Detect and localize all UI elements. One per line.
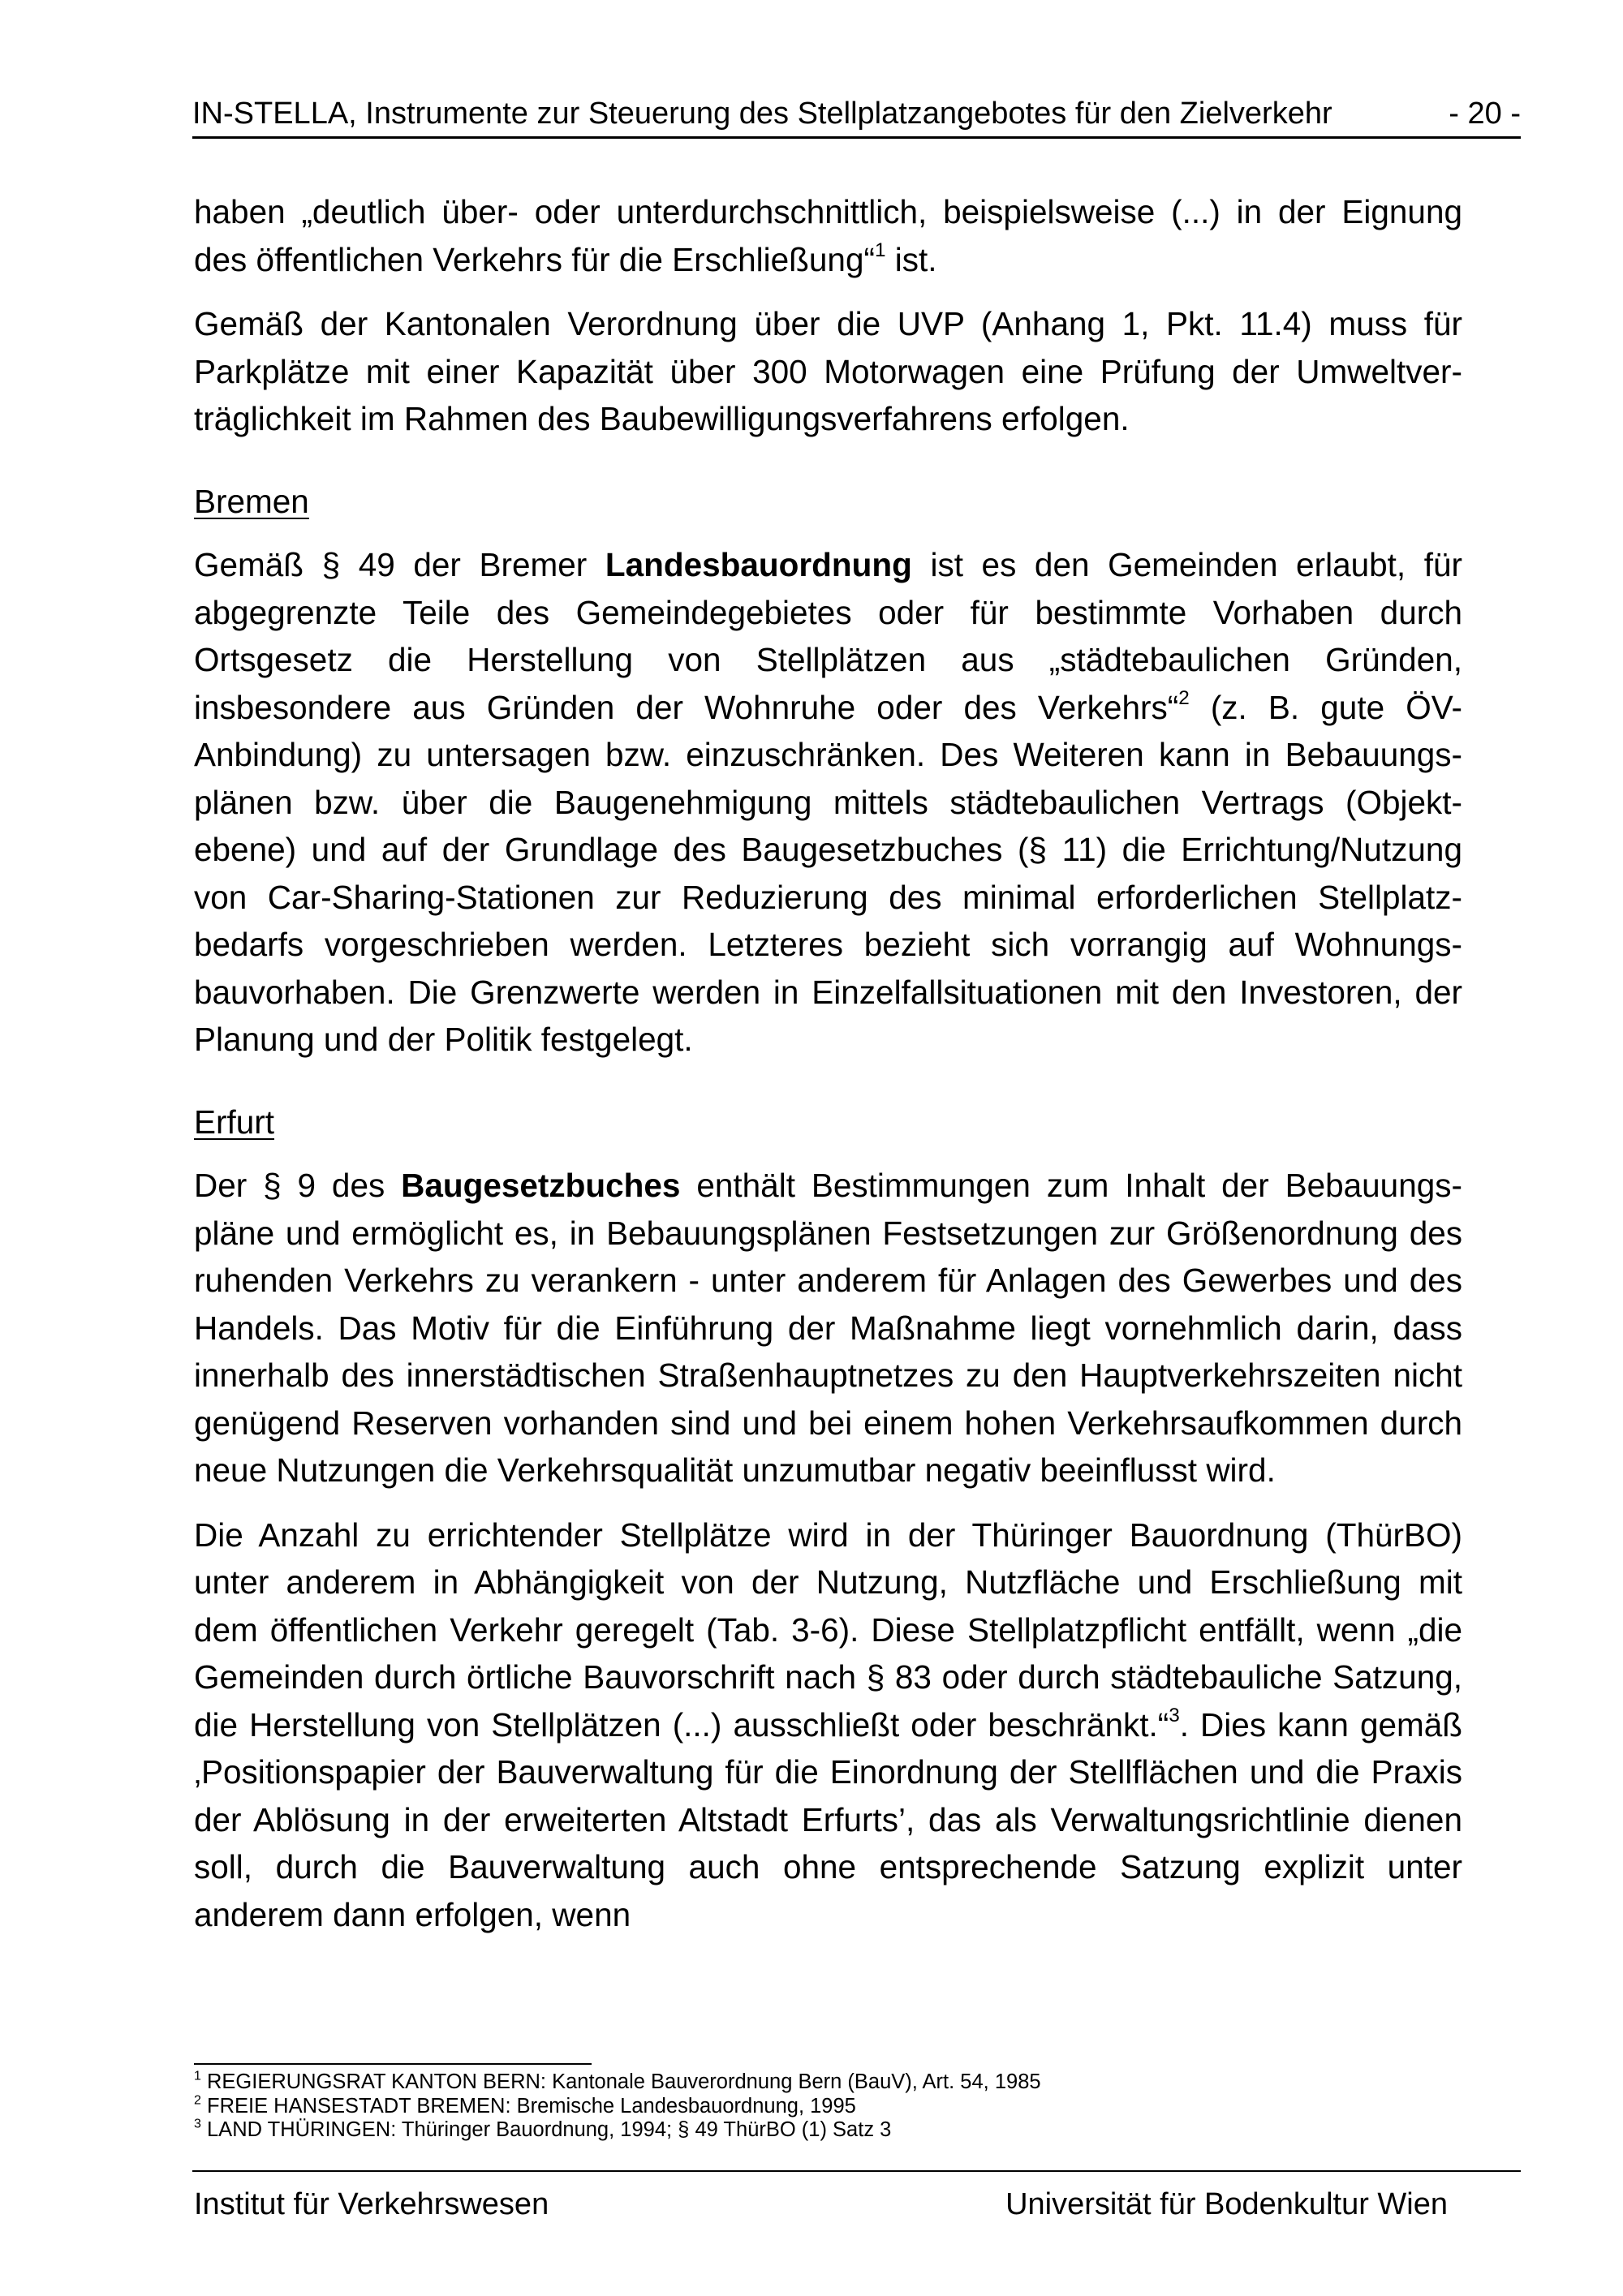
text-line: Die Anzahl zu errichtender Stellplätze wird in der Thüringer Bauordnung (ThürBO) xyxy=(194,1516,1462,1554)
text-line: anderem dann erfolgen, wenn xyxy=(194,1895,631,1933)
text-line: ruhenden Verkehrs zu verankern - unter anderem für Anlagen des Gewerbes und des xyxy=(194,1262,1462,1299)
text-line: neue Nutzungen die Verkehrsqualität unzumutbar negativ beeinflusst wird. xyxy=(194,1451,1276,1489)
text-line: des öffentlichen Verkehrs für die Erschließung“$^1$ ist. xyxy=(194,239,937,278)
bold-term: Landesbauordnung xyxy=(605,546,912,583)
text-line: ebene) und auf der Grundlage des Baugesetzbuches (§ 11) die Errichtung/Nutzung xyxy=(194,831,1462,868)
footnote-separator xyxy=(194,2063,592,2065)
footnotes xyxy=(194,2070,1330,2143)
text-line: von Car-Sharing-Stationen zur Reduzierung des minimal erforderlichen Stellplatz- xyxy=(194,878,1462,916)
paragraph xyxy=(194,1511,1462,1939)
page-header xyxy=(192,91,1521,139)
footnote-ref[interactable]: 3 xyxy=(1169,1704,1180,1726)
text-line: Gemeinden durch örtliche Bauvorschrift nach § 83 oder durch städtebauliche Satzung, xyxy=(194,1658,1462,1696)
footer-institute: Institut für Verkehrswesen xyxy=(194,2187,549,2221)
paragraph xyxy=(194,1162,1462,1494)
footer-university: Universität für Bodenkultur Wien xyxy=(1005,2187,1448,2221)
section-heading-erfurt: Erfurt xyxy=(194,1103,275,1141)
text-line: innerhalb des innerstädtischen Straßenhauptnetzes zu den Hauptverkehrszeiten nicht xyxy=(194,1357,1462,1394)
footnote-1: $^1$ REGIERUNGSRAT KANTON BERN: Kantonale Bauverordnung Bern (BauV), Art. 54, 1985 xyxy=(194,2069,1041,2093)
text-line: bedarfs vorgeschrieben werden. Letzteres bezieht sich vorrangig auf Wohnungs- xyxy=(194,926,1462,963)
text-line: abgegrenzte Teile des Gemeindegebietes oder für bestimmte Vorhaben durch xyxy=(194,593,1462,631)
text-line: haben „deutlich über- oder unterdurchschnittlich, beispielsweise (...) in der Eignung xyxy=(194,193,1462,230)
text-line: der Ablösung in der erweiterten Altstadt Erfurts’, das als Verwaltungsrichtlinie dienen xyxy=(194,1800,1462,1838)
text-line: Planung und der Politik festgelegt. xyxy=(194,1021,693,1058)
text-line: träglichkeit im Rahmen des Baubewilligungsverfahrens erfolgen. xyxy=(194,400,1130,437)
paragraph xyxy=(194,541,1462,1064)
page-body xyxy=(194,188,1462,1938)
paragraph xyxy=(194,300,1462,443)
text-line: plänen bzw. über die Baugenehmigung mittels städtebaulichen Vertrags (Objekt- xyxy=(194,783,1462,821)
footnote-ref[interactable]: 2 xyxy=(1178,686,1190,709)
page-footer xyxy=(192,2170,1521,2237)
footnote-3: $^3$ LAND THÜRINGEN: Thüringer Bauordnung, 1994; § 49 ThürBO (1) Satz 3 xyxy=(194,2117,892,2141)
text-line: Gemäß § 49 der Bremer Landesbauordnung ist es den Gemeinden erlaubt, für xyxy=(194,546,1463,583)
text-line: insbesondere aus Gründen der Wohnruhe oder des Verkehrs“$^2$ (z. B. gute ÖV- xyxy=(194,686,1462,726)
section-heading-bremen: Bremen xyxy=(194,482,309,520)
bold-term: Baugesetzbuches xyxy=(401,1167,681,1204)
footnote-ref[interactable]: 1 xyxy=(874,239,886,261)
text-line: unter anderem in Abhängigkeit von der Nutzung, Nutzfläche und Erschließung mit xyxy=(194,1563,1462,1601)
page-number: - 20 - xyxy=(1449,97,1521,131)
text-line: dem öffentlichen Verkehr geregelt (Tab. 3-6). Diese Stellplatzpflicht entfällt, wenn „die xyxy=(194,1610,1462,1649)
text-line: ‚Positionspapier der Bauverwaltung für die Einordnung der Stellflächen und die Praxis xyxy=(194,1753,1462,1791)
text-line: Parkplätze mit einer Kapazität über 300 Motorwagen eine Prüfung der Umweltver- xyxy=(194,352,1462,390)
text-line: pläne und ermöglicht es, in Bebauungsplänen Festsetzungen zur Größenordnung des xyxy=(194,1214,1462,1252)
text-line: bauvorhaben. Die Grenzwerte werden in Einzelfallsituationen mit den Investoren, der xyxy=(194,973,1462,1011)
text-line: Ortsgesetz die Herstellung von Stellplätzen aus „städtebaulichen Gründen, xyxy=(194,641,1462,678)
text-line: Gemäß der Kantonalen Verordnung über die UVP (Anhang 1, Pkt. 11.4) muss für xyxy=(194,305,1462,342)
text-line: Der § 9 des Baugesetzbuches enthält Bestimmungen zum Inhalt der Bebauungs- xyxy=(194,1167,1462,1204)
text-line: Handels. Das Motiv für die Einführung der Maßnahme liegt vornehmlich darin, dass xyxy=(194,1309,1462,1347)
paragraph xyxy=(194,188,1462,283)
text-line: soll, durch die Bauverwaltung auch ohne entsprechende Satzung explizit unter xyxy=(194,1848,1462,1885)
text-line: die Herstellung von Stellplätzen (...) ausschließt oder beschränkt.“$^3$. Dies kann gemäß xyxy=(194,1704,1462,1743)
text-line: Anbindung) zu untersagen bzw. einzuschränken. Des Weiteren kann in Bebauungs- xyxy=(194,736,1462,773)
footnote-2: $^2$ FREIE HANSESTADT BREMEN: Bremische Landesbauordnung, 1995 xyxy=(194,2093,856,2118)
text-line: genügend Reserven vorhanden sind und bei einem hohen Verkehrsaufkommen durch xyxy=(194,1404,1462,1442)
document-title: IN-STELLA, Instrumente zur Steuerung des Stellplatzangebotes für den Zielverkehr xyxy=(192,97,1332,131)
